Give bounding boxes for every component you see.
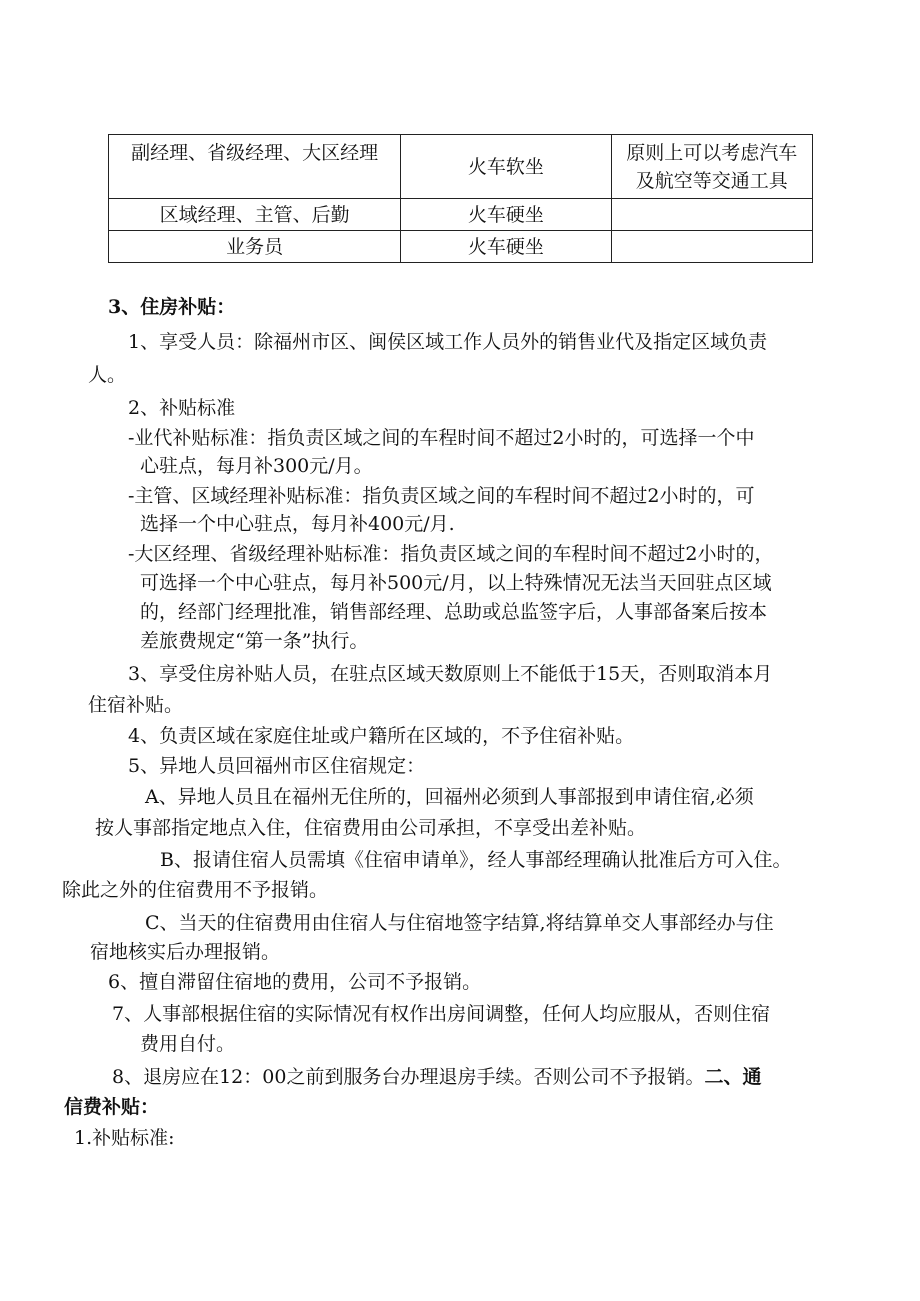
paragraph-line: 心驻点，每月补300元/月。 — [140, 455, 373, 477]
table-cell: 火车软坐 — [401, 135, 611, 199]
section-heading-housing: 3、住房补贴： — [108, 296, 236, 318]
paragraph-line: 3、享受住房补贴人员，在驻点区域天数原则上不能低于15天，否则取消本月 — [128, 663, 773, 685]
paragraph-line: A、异地人员且在福州无住所的，回福州必须到人事部报到申请住宿,必须 — [145, 786, 754, 808]
paragraph-line: -大区经理、省级经理补贴标准：指负责区域之间的车程时间不超过2小时的， — [128, 543, 774, 565]
paragraph-line: 人。 — [88, 364, 127, 386]
paragraph-line: 5、异地人员回福州市区住宿规定： — [128, 755, 426, 777]
paragraph-line: 差旅费规定“第一条”执行。 — [140, 630, 369, 652]
paragraph-line: 的，经部门经理批准，销售部经理、总助或总监签字后，人事部备案后按本 — [140, 601, 768, 623]
subheading: 2、补贴标准 — [128, 397, 236, 419]
table-row — [109, 199, 813, 231]
paragraph-line: 费用自付。 — [140, 1033, 236, 1055]
table-cell-line: 原则上可以考虑汽车 — [626, 141, 798, 164]
section-heading-telecom: 信费补贴： — [64, 1096, 160, 1118]
paragraph-line: 6、擅自滞留住宿地的费用，公司不予报销。 — [108, 971, 482, 993]
paragraph-line: 宿地核实后办理报销。 — [90, 941, 281, 963]
table-cell — [611, 199, 812, 231]
paragraph-line: -业代补贴标准：指负责区域之间的车程时间不超过2小时的，可选择一个中 — [128, 427, 755, 449]
paragraph-line: 住宿补贴。 — [88, 694, 184, 716]
table-cell: 副经理、省级经理、大区经理 — [109, 135, 401, 199]
table-cell: 区域经理、主管、后勤 — [109, 199, 401, 231]
paragraph-line: 可选择一个中心驻点，每月补500元/月，以上特殊情况无法当天回驻点区域 — [140, 572, 772, 594]
list-item: 1.补贴标准: — [74, 1127, 175, 1149]
table-cell — [611, 135, 812, 199]
paragraph-line: -主管、区域经理补贴标准：指负责区域之间的车程时间不超过2小时的，可 — [128, 485, 755, 507]
paragraph-line: 按人事部指定地点入住，住宿费用由公司承担，不享受出差补贴。 — [95, 817, 647, 839]
section-heading-telecom-start: 二、通 — [704, 1066, 762, 1088]
travel-standard-table — [108, 134, 813, 263]
table-cell: 业务员 — [109, 231, 401, 263]
paragraph-line: 4、负责区域在家庭住址或户籍所在区域的，不予住宿补贴。 — [128, 725, 635, 747]
paragraph-line: 7、人事部根据住宿的实际情况有权作出房间调整，任何人均应服从，否则住宿 — [112, 1003, 771, 1025]
table-cell-line: 及航空等交通工具 — [635, 169, 788, 192]
paragraph-line: B、报请住宿人员需填《住宿申请单》，经人事部经理确认批准后方可入住。 — [160, 849, 792, 871]
paragraph-text: 8、退房应在12：00之前到服务台办理退房手续。否则公司不予报销。 — [112, 1066, 705, 1088]
table-row — [109, 231, 813, 263]
paragraph-line — [112, 1063, 761, 1091]
table-cell: 火车硬坐 — [401, 231, 611, 263]
paragraph-line: C、当天的住宿费用由住宿人与住宿地签字结算,将结算单交人事部经办与住 — [145, 912, 774, 934]
paragraph-line: 除此之外的住宿费用不予报销。 — [62, 879, 329, 901]
table-cell: 火车硬坐 — [401, 199, 611, 231]
paragraph-line: 1、享受人员：除福州市区、闽侯区域工作人员外的销售业代及指定区域负责 — [128, 331, 768, 353]
paragraph-line: 选择一个中心驻点，每月补400元/月. — [140, 513, 455, 535]
table-row — [109, 135, 813, 199]
table-cell — [611, 231, 812, 263]
